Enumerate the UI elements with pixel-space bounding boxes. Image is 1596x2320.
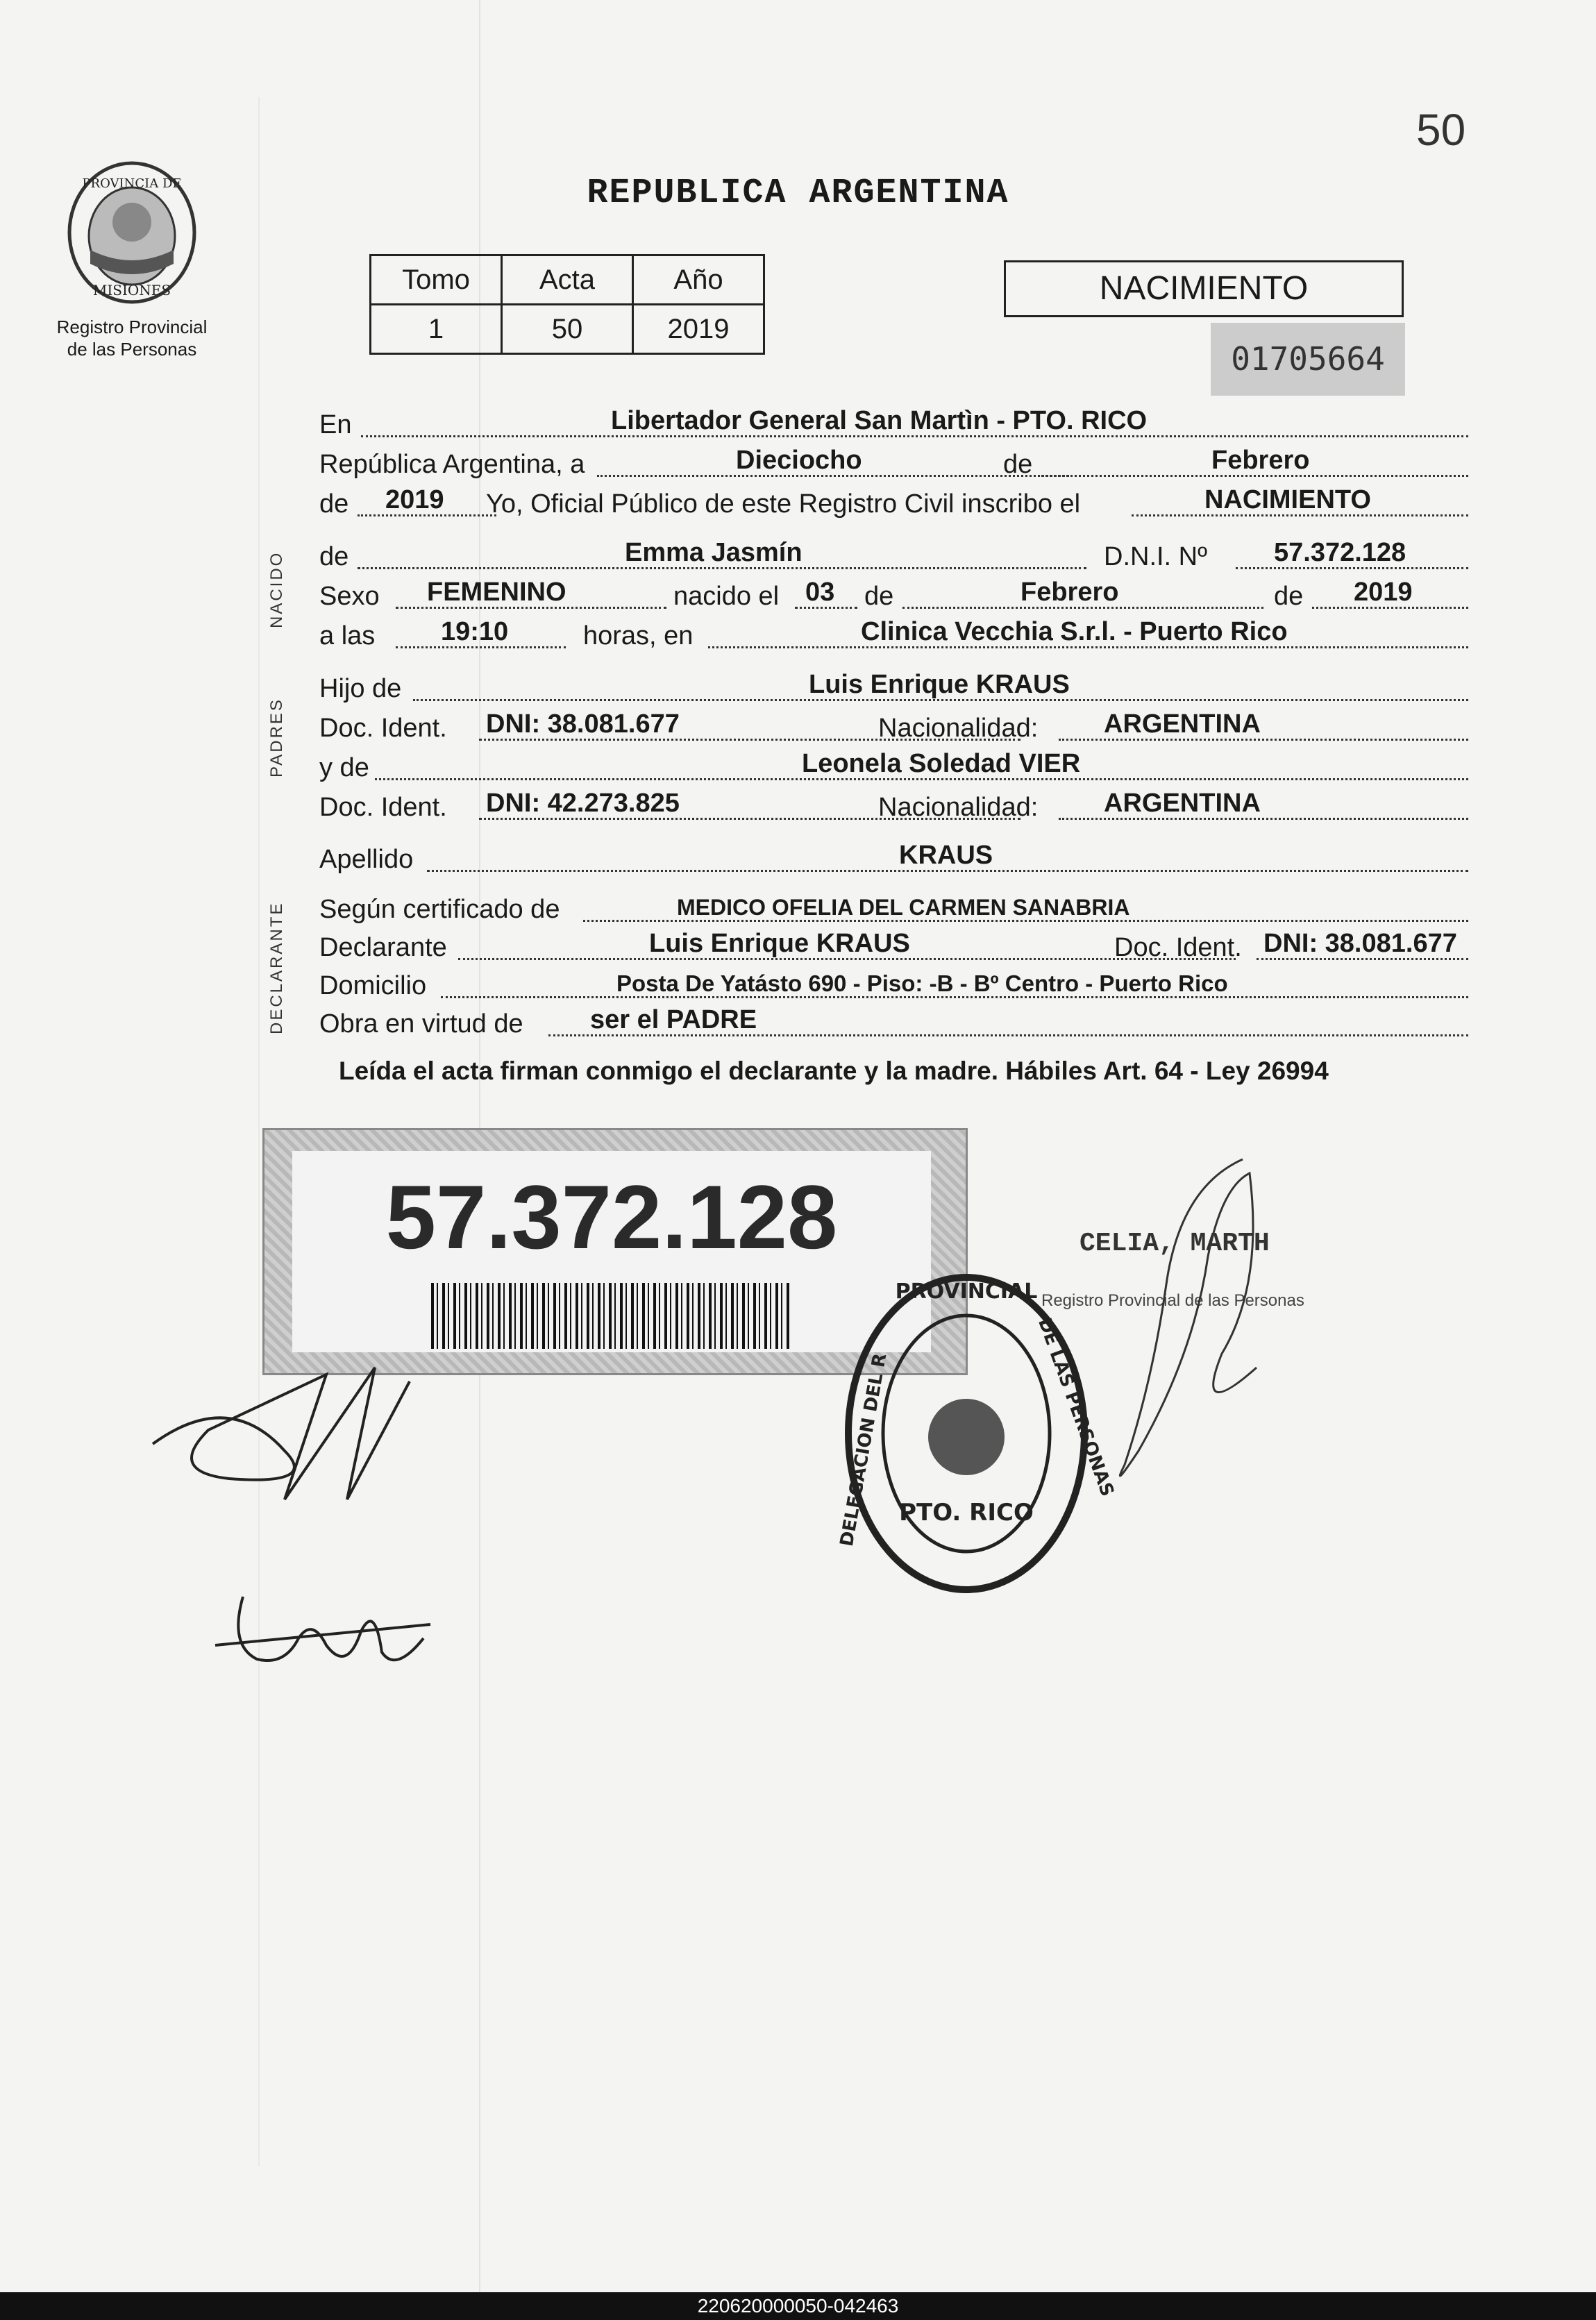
line-doc1: Doc. Ident. DNI: 38.081.677 Nacionalidad: ARGENTINA [319,712,1468,746]
svg-text:DELEGACION DEL R: DELEGACION DEL R [836,1352,891,1548]
line-obra: Obra en virtud de ser el PADRE [319,1007,1468,1042]
page-number: 50 [1416,105,1466,155]
nac1-value: ARGENTINA [1104,709,1261,739]
nacido-year: 2019 [1354,578,1413,607]
month-value: Febrero [1211,446,1310,475]
registry-table [369,254,765,355]
nac2-value: ARGENTINA [1104,789,1261,818]
name-value: Emma Jasmín [625,538,803,567]
declarant-signature-icon [146,1361,423,1506]
apellido-value: KRAUS [899,841,993,870]
act-type-box: NACIMIENTO [1004,260,1404,317]
year-value: 2019 [385,485,444,514]
barcode-icon [431,1283,792,1349]
official-name: CELIA, MARTH [1080,1229,1270,1259]
margin-line [258,97,260,2166]
page-title: REPUBLICA ARGENTINA [587,174,1009,213]
madre-value: Leonela Soledad VIER [802,749,1081,778]
barcode-number: 57.372.128 [385,1166,838,1268]
nacido-month: Febrero [1020,578,1119,607]
domicilio-value: Posta De Yatásto 690 - Piso: -B - Bº Centro - Puerto Rico [616,970,1228,996]
svg-text:PROVINCIAL: PROVINCIAL [895,1279,1038,1304]
value-acta: 50 [502,305,633,354]
header-acta: Acta [502,255,633,305]
obra-value: ser el PADRE [590,1005,757,1034]
lugar-value: Clinica Vecchia S.r.l. - Puerto Rico [861,617,1288,646]
side-label-declarante: DECLARANTE [267,901,286,1034]
doc2-value: DNI: 42.273.825 [486,789,680,818]
hora-value: 19:10 [441,617,509,646]
line-yde: y de Leonela Soledad VIER [319,751,1468,786]
line-sexo: Sexo FEMENINO nacido el 03 de Febrero de 2019 [319,580,1468,614]
line-hijo: Hijo de Luis Enrique KRAUS [319,672,1468,707]
footer-code: 220620000050-042463 [0,2292,1596,2320]
nacido-day: 03 [805,578,835,607]
svg-text:MISIONES: MISIONES [92,282,171,299]
value-anio: 2019 [633,305,764,354]
official-seal-icon [836,1270,1118,1597]
line-domicilio: Domicilio Posta De Yatásto 690 - Piso: -B - Bº Centro - Puerto Rico [319,969,1468,1004]
dni-value: 57.372.128 [1274,538,1406,567]
official-title: Registro Provincial de las Personas [1041,1291,1304,1310]
header-tomo: Tomo [371,255,502,305]
certificado-value: MEDICO OFELIA DEL CARMEN SANABRIA [677,895,1130,920]
doc1-value: DNI: 38.081.677 [486,709,680,739]
place-value: Libertador General San Martìn - PTO. RICO [611,406,1148,435]
value-tomo: 1 [371,305,502,354]
svg-text:DE LAS PERSONAS: DE LAS PERSONAS [1034,1315,1118,1499]
doc3-value: DNI: 38.081.677 [1263,929,1457,958]
day-value: Dieciocho [736,446,862,475]
line-hora: a las 19:10 horas, en Clinica Vecchia S.r.l. - Puerto Rico [319,619,1468,654]
line-oficial: de 2019 Yo, Oficial Público de este Registro Civil inscribo el NACIMIENTO [319,487,1468,522]
svg-text:PTO. RICO: PTO. RICO [899,1499,1034,1527]
line-doc2: Doc. Ident. DNI: 42.273.825 Nacionalidad: ARGENTINA [319,791,1468,825]
line-en: En Libertador General San Martìn - PTO. RICO [319,408,1468,443]
line-republica: República Argentina, a Dieciocho de Febrero [319,448,1468,482]
sexo-value: FEMENINO [427,578,566,607]
serial-stamp: 01705664 [1211,323,1405,396]
side-label-padres: PADRES [267,698,286,777]
line-certificado: Según certificado de MEDICO OFELIA DEL CARMEN SANABRIA [319,893,1468,927]
mother-signature-icon [215,1576,437,1687]
line-declarante: Declarante Luis Enrique KRAUS Doc. Ident. DNI: 38.081.677 [319,931,1468,966]
inscribo-value: NACIMIENTO [1204,485,1371,514]
closing-note: Leída el acta firman conmigo el declarante y la madre. Hábiles Art. 64 - Ley 26994 [339,1057,1329,1085]
declarante-value: Luis Enrique KRAUS [649,929,910,958]
side-label-nacido: NACIDO [267,550,286,628]
line-nombre: de Emma Jasmín D.N.I. Nº 57.372.128 [319,540,1468,575]
registry-name: Registro Provincial de las Personas [56,317,208,360]
header-anio: Año [633,255,764,305]
padre-value: Luis Enrique KRAUS [809,670,1070,699]
official-signature-icon [1083,1145,1277,1506]
svg-text:PROVINCIA DE: PROVINCIA DE [82,176,182,191]
line-apellido: Apellido KRAUS [319,843,1468,877]
